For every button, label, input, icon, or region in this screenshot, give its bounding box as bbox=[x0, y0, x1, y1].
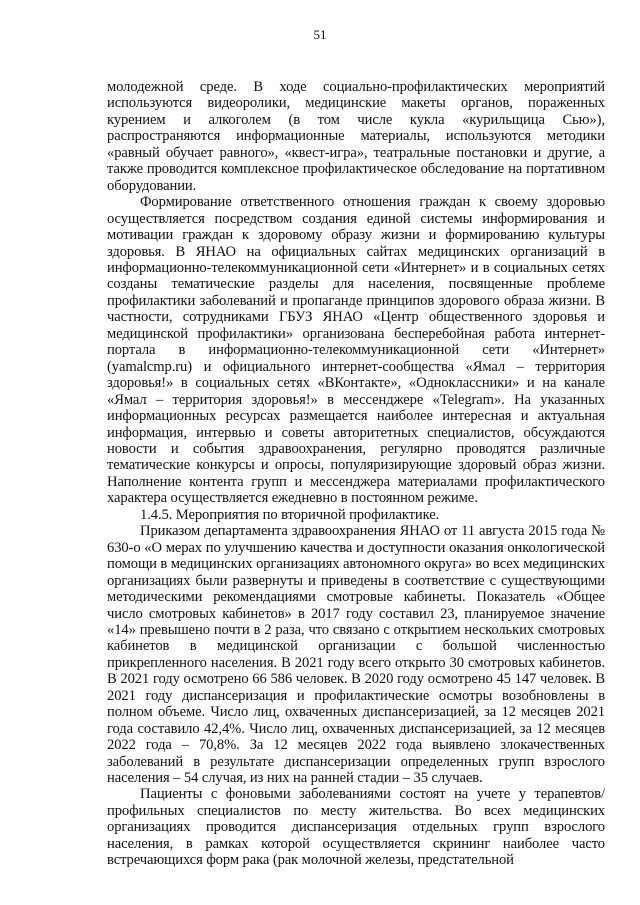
page-number: 51 bbox=[313, 27, 327, 42]
document-body bbox=[107, 79, 605, 869]
section-heading-secondary-prevention: 1.4.5. Мероприятия по вторичной профилактике. bbox=[140, 506, 440, 523]
paragraph-youth-environment: молодежной среде. В ходе социально-профилактических мероприятий используются видеоролики, медицинские макеты органов, пораженных курением и алкоголем (в том числе кукла «курильщица Сью»), распространяются информационные материалы, используются методики «равный обучает равного», «квест-игра», театральные постановки и другие, а также проводится комплексное профилактическое обследование на портативном оборудовании. bbox=[107, 79, 605, 194]
paragraph-health-information: Формирование ответственного отношения граждан к своему здоровью осуществляется посредством создания единой системы информирования и мотивации граждан к здоровому образу жизни и формированию культуры здоровья. В ЯНАО на официальных сайтах медицинских организаций в информационно-телекоммуникационной сети «Интернет» и в социальных сетях созданы тематические разделы для населения, посвященные проблеме профилактики заболеваний и пропаганде принципов здорового образа жизни. В частности, сотрудниками ГБУЗ ЯНАО «Центр общественного здоровья и медицинской профилактики» организована бесперебойная работа интернет-портала в информационно-телекоммуникационной сети «Интернет» (yamalcmp.ru) и официального интернет-сообщества «Ямал – территория здоровья!» в социальных сетях «ВКонтакте», «Одноклассники» и на канале «Ямал – территория здоровья!» в мессенджере «Telegram». На указанных информационных ресурсах размещается наиболее интересная и актуальная информация, интервью и советы авторитетных специалистов, обсуждаются новости и события здравоохранения, регулярно проводятся различные тематические конкурсы и опросы, популяризирующие здоровый образ жизни. Наполнение контента групп и мессенджера материалами профилактического характера осуществляется ежедневно в постоянном режиме. bbox=[107, 194, 605, 507]
paragraph-background-diseases: Пациенты с фоновыми заболеваниями состоят на учете у терапевтов/профильных специалистов по месту жительства. Во всех медицинских организациях проводится диспансеризация отдельных групп взрослого населения, в рамках которой осуществляется скрининг наиболее часто встречающихся форм рака (рак молочной железы, предстательной bbox=[107, 786, 605, 869]
paragraph-examination-rooms: Приказом департамента здравоохранения ЯНАО от 11 августа 2015 года № 630-о «О мерах по улучшению качества и доступности оказания онкологической помощи в медицинских организациях автономного округа» во всех медицинских организациях были развернуты и приведены в соответствие с существующими методическими рекомендациями смотровые кабинеты. Показатель «Общее число смотровых кабинетов» в 2017 году составил 23, планируемое значение «14» превышено почти в 2 раза, что связано с открытием нескольких смотровых кабинетов в медицинской организации с большой численностью прикрепленного населения. В 2021 году всего открыто 30 смотровых кабинетов. В 2021 году осмотрено 66 586 человек. В 2020 году осмотрено 45 147 человек. В 2021 году диспансеризация и профилактические осмотры возобновлены в полном объеме. Число лиц, охваченных диспансеризацией, за 12 месяцев 2021 года составило 42,4%. Число лиц, охваченных диспансеризацией, за 12 месяцев 2022 года – 70,8%. За 12 месяцев 2022 года выявлено злокачественных заболеваний в результате диспансеризации определенных групп взрослого населения – 54 случая, из них на ранней стадии – 35 случаев. bbox=[107, 523, 605, 787]
